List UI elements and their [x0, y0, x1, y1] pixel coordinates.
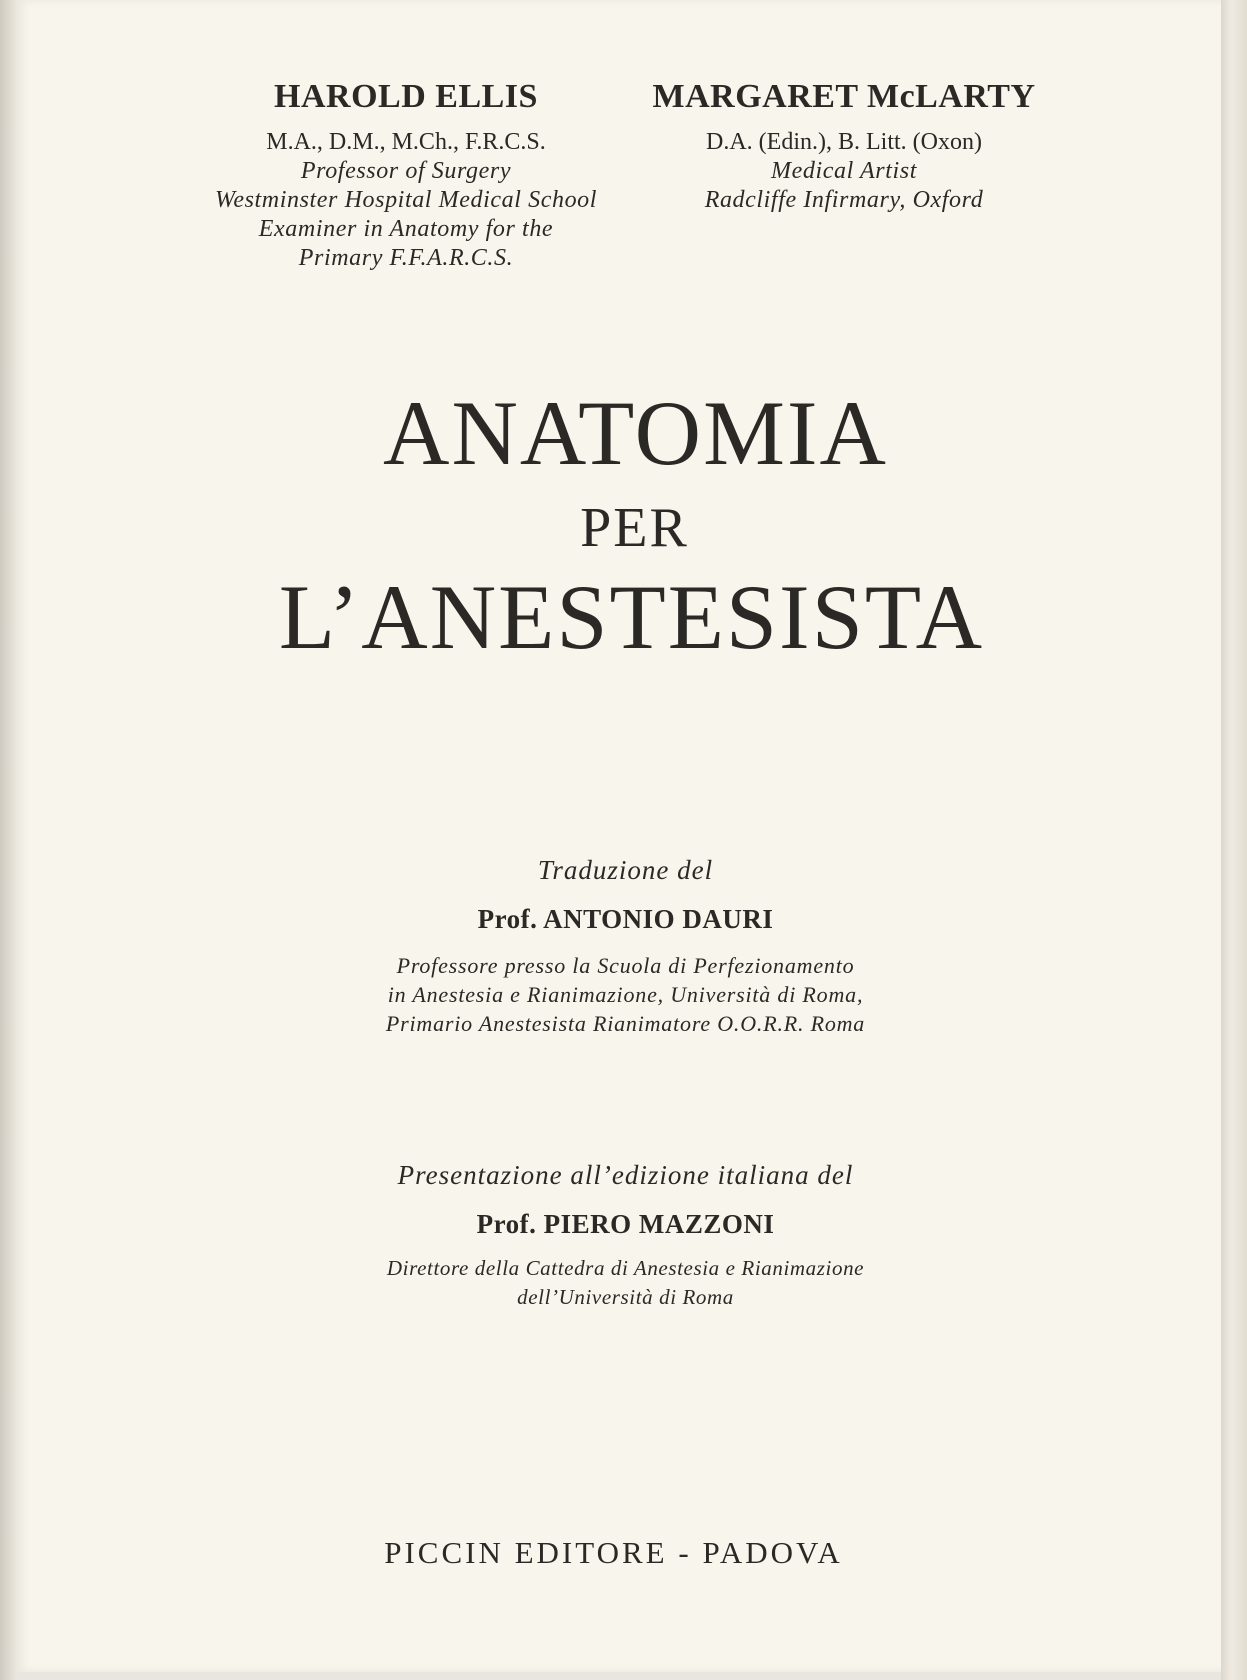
author-name: HAROLD ELLIS	[274, 78, 538, 115]
presenter-description	[0, 1254, 1247, 1312]
translator-description	[0, 951, 1247, 1038]
title-line-3: L’ANESTESISTA	[278, 566, 985, 668]
publisher-imprint: PICCIN EDITORE - PADOVA	[384, 1535, 843, 1570]
author-affiliation: Radcliffe Infirmary, Oxford	[704, 187, 984, 213]
author-role: Professor of Surgery	[300, 158, 512, 184]
presentation-credit	[16, 1160, 1247, 1312]
title-line-1: ANATOMIA	[383, 382, 888, 484]
presenter-name: Prof. PIERO MAZZONI	[476, 1209, 775, 1239]
page-binding-edge	[0, 0, 16, 1680]
presenter-desc-line: dell’Università di Roma	[517, 1285, 734, 1309]
author-credentials: M.A., D.M., M.Ch., F.R.C.S.	[266, 129, 546, 155]
author-name: MARGARET McLARTY	[652, 78, 1036, 115]
translator-name: Prof. ANTONIO DAURI	[477, 904, 774, 934]
author-role: Primary F.F.A.R.C.S.	[298, 245, 514, 271]
presenter-desc-line: Direttore della Cattedra di Anestesia e Rianimazione	[386, 1256, 865, 1280]
translator-desc-line: Primario Anestesista Rianimatore O.O.R.R. Roma	[385, 1011, 866, 1036]
presentation-label: Presentazione all’edizione italiana del	[397, 1160, 854, 1190]
translator-desc-line: Professore presso la Scuola di Perfezionamento	[396, 953, 855, 978]
title-line-2: PER	[580, 497, 689, 559]
page-fore-edge	[1221, 0, 1247, 1680]
title-page	[16, 0, 1222, 1672]
author-credentials: D.A. (Edin.), B. Litt. (Oxon)	[706, 129, 982, 155]
author-affiliation: Westminster Hospital Medical School	[214, 187, 598, 213]
book-title	[16, 382, 1247, 668]
translator-desc-line: in Anestesia e Rianimazione, Università di Roma,	[387, 982, 864, 1007]
author-harold-ellis	[176, 78, 636, 273]
translation-credit	[16, 855, 1247, 1038]
author-role: Medical Artist	[771, 158, 917, 184]
author-role: Examiner in Anatomy for the	[258, 216, 554, 242]
translation-label: Traduzione del	[537, 855, 714, 885]
author-margaret-mclarty	[624, 78, 1064, 215]
